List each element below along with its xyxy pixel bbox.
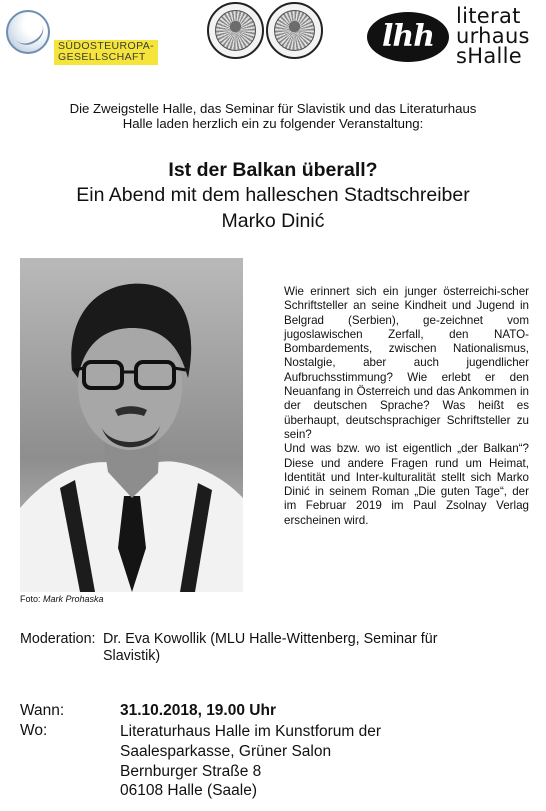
address-line: Literaturhaus Halle im Kunstforum der: [120, 723, 382, 740]
photo-credit: Foto: Mark Prohaska: [20, 594, 104, 604]
where-label: Wo:: [20, 722, 48, 739]
address-line: Bernburger Straße 8: [120, 762, 262, 780]
moderation-label: Moderation:: [20, 631, 96, 647]
globe-icon: [6, 10, 50, 54]
event-title: Ist der Balkan überall?: [168, 159, 378, 181]
when-label: Wann:: [20, 702, 65, 719]
event-subtitle-line2: Marko Dinić: [221, 210, 325, 232]
university-seal-right-icon: [266, 2, 323, 59]
event-description: [284, 285, 529, 528]
suedosteuropa-gesellschaft-logo: [6, 6, 156, 64]
literaturhaus-wordmark: literat urhaus sHalle: [456, 4, 530, 68]
where-value: [120, 722, 381, 801]
event-subtitle-line1: Ein Abend mit dem halleschen Stadtschreiber: [76, 184, 470, 206]
address-line: Saalesparkasse, Grüner Salon: [120, 742, 332, 760]
sog-wordmark: SÜDOSTEUROPA- GESELLSCHAFT: [54, 40, 158, 65]
when-value: 31.10.2018, 19.00 Uhr: [120, 702, 276, 719]
university-seal-left-icon: [207, 2, 264, 59]
author-portrait-photo: [20, 258, 243, 592]
lhh-mark: lhh: [367, 12, 449, 62]
intro-text: Die Zweigstelle Halle, das Seminar für Slavistik und das Literaturhaus Halle laden herzlich ein zu folgender Veranstaltung:: [69, 101, 477, 131]
moderation-value: Dr. Eva Kowollik (MLU Halle-Wittenberg, Seminar für Slavistik): [103, 631, 438, 664]
description-paragraph: Wie erinnert sich ein junger österreichi-scher Schriftsteller an seine Kindheit und Jugend in Belgrad (Serbien), ge-zeichnet vom jugoslawischen Zerfall, den NATO-Bombardements, zwischen Nationalismus, Nostalgie, aber auch jugendlicher Aufbruchsstimmung? Wie erlebt er den Neuanfang in Österreich und das Ankommen in der deutschen Sprache? Was heißt es überhaupt, deutschsprachiger Schriftsteller zu sein?: [284, 285, 529, 441]
address-line: 06108 Halle (Saale): [120, 782, 258, 800]
literaturhaus-halle-logo: [367, 4, 542, 68]
description-paragraph: Und was bzw. wo ist eigentlich „der Balkan“? Diese und andere Fragen rund um Heimat, Identität und Inter-kulturalität stellt sich Marko Dinić in seinem Roman „Die guten Tage“, der im Februar 2019 im Paul Zsolnay Verlag erscheinen wird.: [284, 442, 529, 527]
